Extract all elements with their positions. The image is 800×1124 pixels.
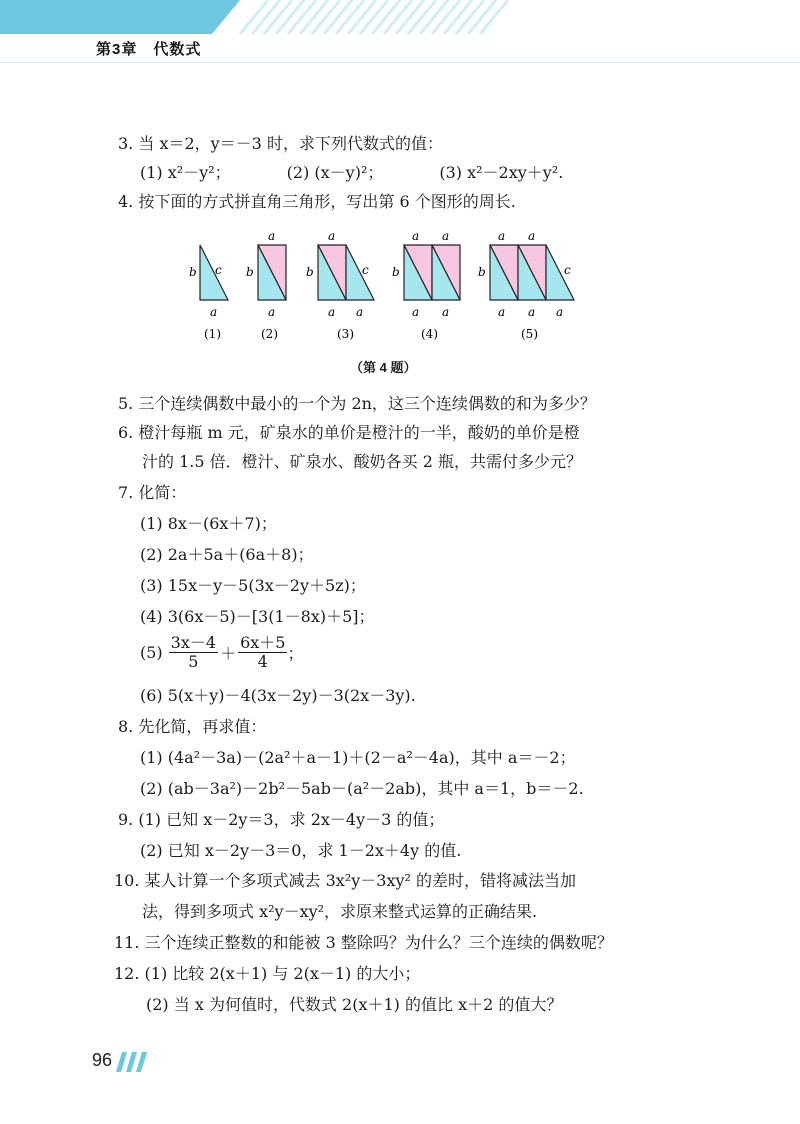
label-b: b [392, 265, 400, 279]
question-7-part-5 [140, 634, 303, 671]
label-a: a [356, 305, 364, 319]
question-6-line-1: 6. 橙汁每瓶 m 元，矿泉水的单价是橙汁的一半，酸奶的单价是橙 [118, 423, 580, 442]
page-number-slashes [116, 1052, 148, 1072]
label-b: b [478, 265, 486, 279]
question-7-part-6: (6) 5(x＋y)－4(3x－2y)－3(2x－3y). [140, 686, 416, 705]
label-c: c [215, 263, 222, 277]
question-3-parts: (1) x²－y²； (2) (x－y)²； (3) x²－2xy＋y². [140, 163, 564, 182]
question-5: 5. 三个连续偶数中最小的一个为 2n，这三个连续偶数的和为多少？ [118, 394, 596, 413]
label-a: a [412, 305, 420, 319]
question-7-part-3: (3) 15x－y－5(3x－2y＋5z)； [140, 576, 366, 595]
chapter-title: 第3章 代数式 [96, 41, 202, 58]
label-a: a [556, 305, 564, 319]
panel-label-4: (4) [421, 327, 438, 341]
figure-panel-3 [306, 229, 374, 319]
figure-panel-5 [478, 229, 574, 319]
panel-label-1: (1) [204, 327, 221, 341]
header-divider [0, 62, 800, 63]
panel-label-2: (2) [261, 327, 278, 341]
question-8-part-1: (1) (4a²－3a)－(2a²＋a－1)＋(2－a²－4a)，其中 a＝－2； [140, 748, 576, 767]
plus-sign: ＋ [220, 644, 237, 663]
label-a: a [412, 229, 420, 243]
numerator: 6x＋5 [240, 633, 286, 652]
label-a: a [210, 305, 218, 319]
fraction-1 [169, 634, 218, 671]
question-3: 3. 当 x＝2，y＝－3 时，求下列代数式的值： [118, 134, 443, 153]
question-11: 11. 三个连续正整数的和能被 3 整除吗？为什么？三个连续的偶数呢？ [114, 933, 613, 952]
label-a: a [498, 229, 506, 243]
panel-label-5: (5) [521, 327, 538, 341]
semicolon: ； [287, 644, 304, 663]
label-a: a [528, 229, 536, 243]
label-c: c [564, 263, 571, 277]
question-8: 8. 先化简，再求值： [118, 717, 267, 736]
label-b: b [189, 265, 197, 279]
label-a: a [268, 305, 276, 319]
part-label: (5) [140, 643, 163, 662]
figure-panel-2 [246, 229, 286, 319]
question-7-part-2: (2) 2a＋5a＋(6a＋8)； [140, 545, 314, 564]
question-4: 4. 按下面的方式拼直角三角形，写出第 6 个图形的周长. [118, 192, 516, 211]
fraction-2 [238, 634, 287, 671]
label-b: b [246, 265, 254, 279]
label-b: b [306, 265, 314, 279]
panel-label-3: (3) [337, 327, 354, 341]
numerator: 3x－4 [170, 633, 217, 652]
question-7: 7. 化简： [118, 483, 187, 502]
denominator: 5 [188, 652, 199, 671]
question-10-line-1: 10. 某人计算一个多项式减去 3x²y－3xy² 的差时，错将减法当加 [114, 871, 577, 890]
figure-caption: （第 4 题） [350, 360, 417, 375]
label-c: c [362, 263, 369, 277]
label-a: a [498, 305, 506, 319]
question-9-part-2: (2) 已知 x－2y－3＝0，求 1－2x＋4y 的值. [140, 841, 462, 860]
triangle-figure [0, 220, 800, 350]
label-a: a [328, 305, 336, 319]
question-12-part-2: (2) 当 x 为何值时，代数式 2(x＋1) 的值比 x＋2 的值大？ [146, 995, 563, 1014]
question-12-part-1: 12. (1) 比较 2(x＋1) 与 2(x－1) 的大小； [114, 964, 421, 983]
question-6-line-2: 汁的 1.5 倍．橙汁、矿泉水、酸奶各买 2 瓶，共需付多少元？ [142, 452, 582, 471]
question-9-part-1: 9. (1) 已知 x－2y＝3，求 2x－4y－3 的值； [118, 810, 445, 829]
label-a: a [268, 229, 276, 243]
label-a: a [442, 305, 450, 319]
label-a: a [442, 229, 450, 243]
denominator: 4 [257, 652, 268, 671]
label-a: a [528, 305, 536, 319]
label-a: a [328, 229, 336, 243]
page-number: 96 [92, 1050, 113, 1070]
figure-panel-4 [392, 229, 460, 319]
question-10-line-2: 法，得到多项式 x²y－xy²，求原来整式运算的正确结果. [142, 902, 538, 921]
question-8-part-2: (2) (ab－3a²)－2b²－5ab－(a²－2ab)，其中 a＝1，b＝－2. [140, 779, 584, 798]
figure-panel-1 [189, 245, 228, 319]
header-banner [0, 0, 800, 34]
question-7-part-4: (4) 3(6x－5)－[3(1－8x)＋5]； [140, 607, 375, 626]
question-7-part-1: (1) 8x－(6x＋7)； [140, 514, 277, 533]
